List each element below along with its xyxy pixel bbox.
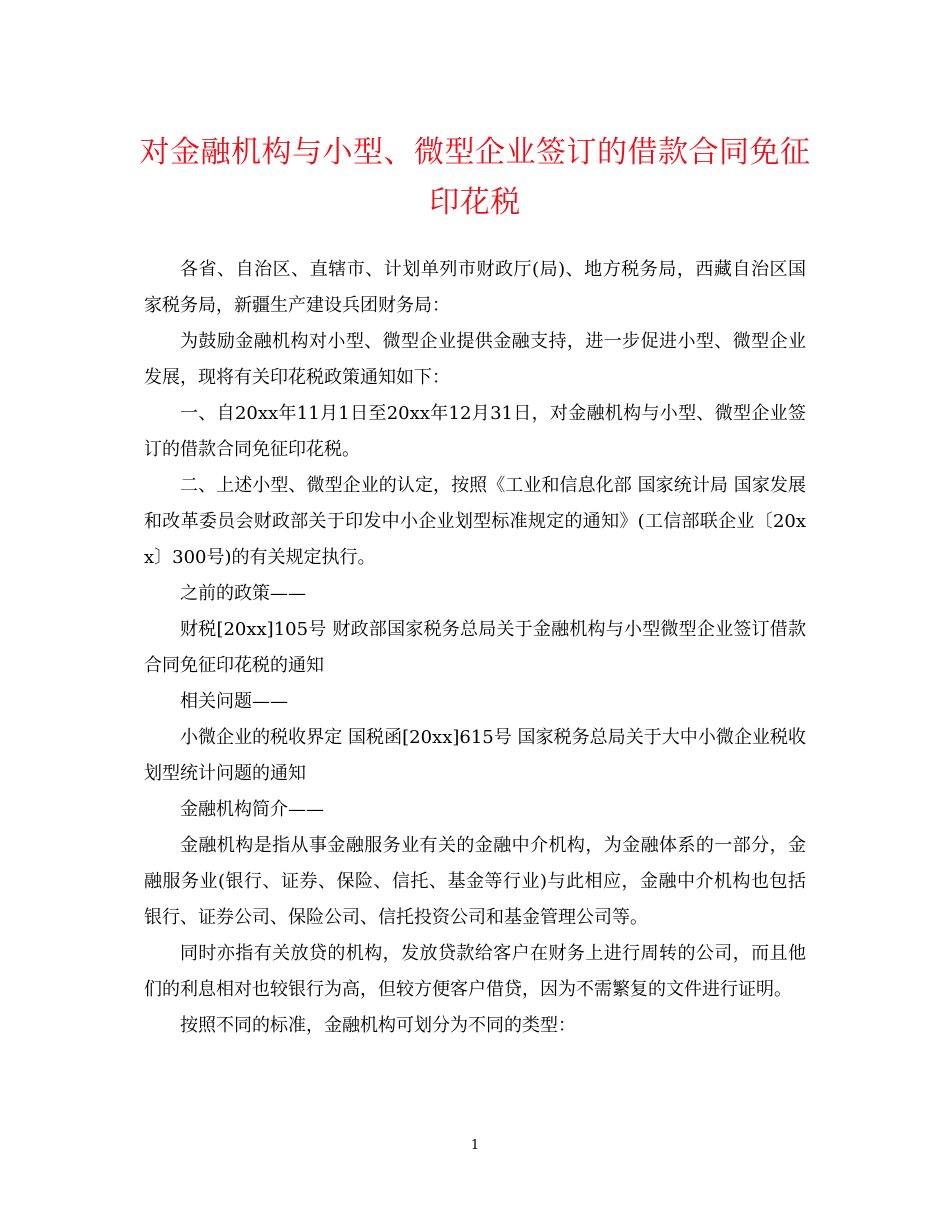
- paragraph-previous-policy: 财税[20xx]105号 财政部国家税务总局关于金融机构与小型微型企业签订借款合同免征印花税的通知: [144, 619, 806, 676]
- heading-previous-policy: 之前的政策——: [180, 583, 306, 604]
- paragraph-institution-definition: 金融机构是指从事金融服务业有关的金融中介机构，为金融体系的一部分，金融服务业(银行、证券、保险、信托、基金等行业)与此相应，金融中介机构也包括银行、证券公司、保险公司、信托投资公司和基金管理公司等。: [144, 835, 806, 928]
- paragraph-lending-institutions: 同时亦指有关放贷的机构，发放贷款给客户在财务上进行周转的公司，而且他们的利息相对也较银行为高，但较方便客户借贷，因为不需繁复的文件进行证明。: [144, 943, 806, 1000]
- page-number: 1: [470, 1138, 480, 1153]
- heading-institution-intro: 金融机构简介——: [180, 799, 324, 820]
- paragraph-related-issues: 小微企业的税收界定 国税函[20xx]615号 国家税务总局关于大中小微企业税收划型统计问题的通知: [144, 727, 806, 784]
- paragraph-institution-types: 按照不同的标准，金融机构可划分为不同的类型：: [180, 1015, 576, 1036]
- document-body: [144, 252, 806, 1044]
- heading-related-issues: 相关问题——: [180, 691, 288, 712]
- paragraph-clause-2: 二、上述小型、微型企业的认定，按照《工业和信息化部 国家统计局 国家发展和改革委员会财政部关于印发中小企业划型标准规定的通知》(工信部联企业〔20xx〕300号)的有关规定执行。: [144, 475, 806, 568]
- document-title: 对金融机构与小型、微型企业签订的借款合同免征印花税: [139, 135, 811, 220]
- paragraph-clause-1: 一、自20xx年11月1日至20xx年12月31日，对金融机构与小型、微型企业签订的借款合同免征印花税。: [144, 403, 806, 460]
- paragraph-purpose: 为鼓励金融机构对小型、微型企业提供金融支持，进一步促进小型、微型企业发展，现将有关印花税政策通知如下：: [144, 331, 806, 388]
- paragraph-recipients: 各省、自治区、直辖市、计划单列市财政厅(局)、地方税务局，西藏自治区国家税务局，新疆生产建设兵团财务局：: [144, 259, 806, 316]
